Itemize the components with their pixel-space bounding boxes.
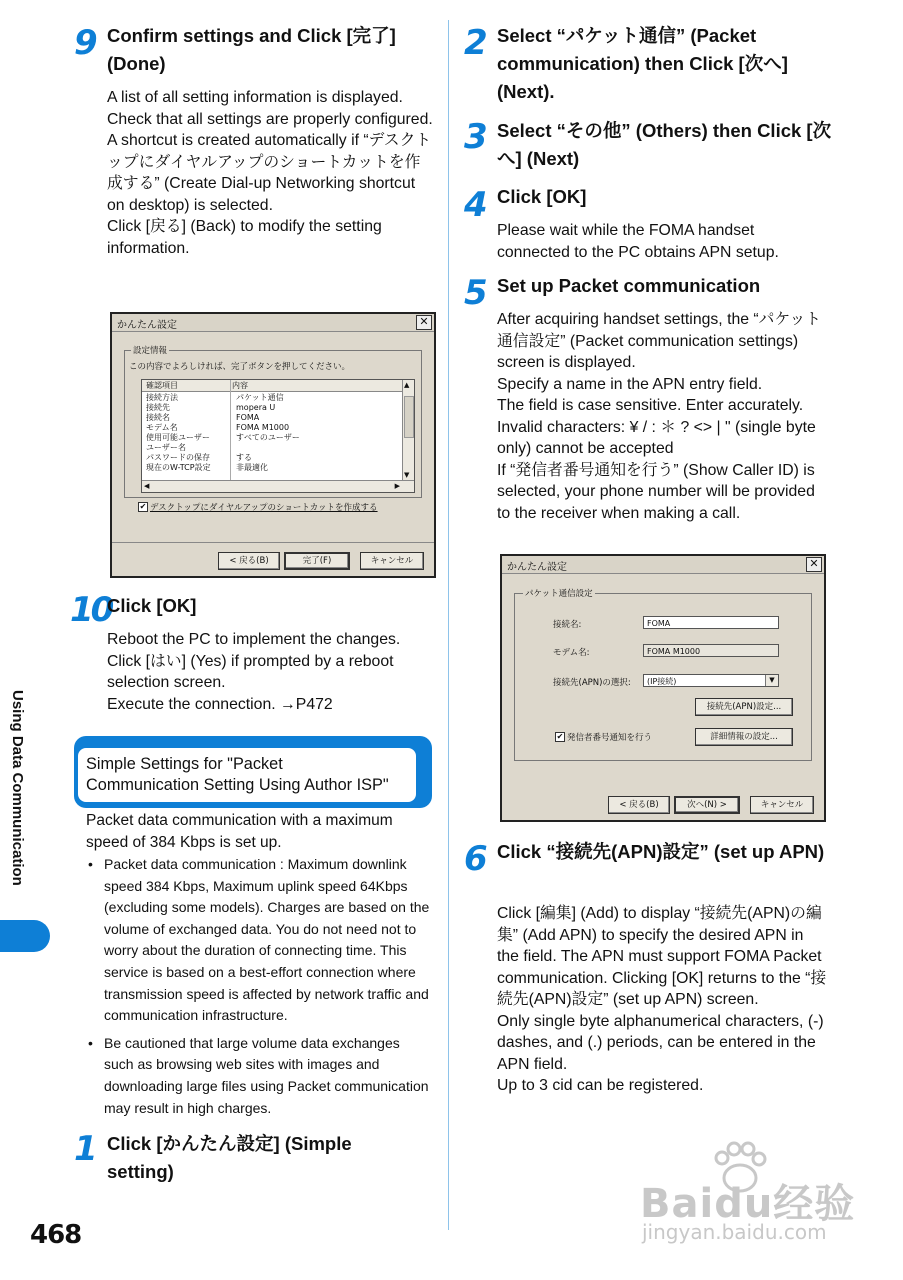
settings-list[interactable] <box>141 379 415 493</box>
step-9-heading: Confirm settings and Click [完了] (Done) <box>107 25 396 74</box>
step-5-body: After acquiring handset settings, the “パケット通信設定” (Packet communication settings) screen is displayed. Specify a name in the APN entry field. The field is case sensitive. Enter accurately. Invalid characters: ¥ / : ＊ ? <> | " (single byte only) cannot be accepted If “発信者番号通知を行う” (Show Caller ID) is selected, your phone number will be provided to the receiver when making a call. <box>497 311 822 522</box>
section-side-label: Using Data Communication <box>9 690 26 886</box>
apn-select-label: 接続先(APN)の選択: <box>553 678 631 688</box>
shortcut-checkbox[interactable]: ✔ <box>139 502 147 511</box>
list-row-content: 非最適化 <box>236 463 268 472</box>
vertical-scrollbar[interactable] <box>402 380 414 480</box>
packet-settings-dialog <box>500 554 826 822</box>
step-3-number: 3 <box>464 117 485 157</box>
step-4-body: Please wait while the FOMA handset connected to the PC obtains APN setup. <box>497 222 779 261</box>
step-4-number: 4 <box>464 185 485 225</box>
col-item-header: 確認項目 <box>146 381 178 390</box>
step-5-heading: Set up Packet communication <box>497 275 761 296</box>
packet-settings-frame <box>514 589 812 761</box>
intro-text: Packet data communication with a maximum speed of 384 Kbps is set up. <box>86 812 393 851</box>
list-row-item: ユーザー名 <box>146 443 186 452</box>
watermark-url: jingyan.baidu.com <box>642 1220 827 1244</box>
settings-info-frame <box>124 346 422 498</box>
section-side-tab <box>0 920 50 952</box>
list-row-content: FOMA M1000 <box>236 423 290 432</box>
scroll-thumb[interactable] <box>404 396 414 438</box>
step-10-number: 10 <box>70 590 112 630</box>
list-row-item: 接続先 <box>146 403 170 412</box>
section-callout <box>74 736 432 808</box>
modem-name-label: モデム名: <box>553 648 590 658</box>
apn-setup-button[interactable]: 接続先(APN)設定... <box>695 698 793 716</box>
watermark <box>640 1140 880 1250</box>
caller-id-checkbox-label[interactable]: 発信者番号通知を行う <box>567 733 653 743</box>
step-6-body: Click [編集] (Add) to display “接続先(APN)の編集” (Add APN) to specify the desired APN in the field. The APN must support FOMA Packet communication. Clicking [OK] returns to the “接続先(APN)設定” (set up APN) screen. Only single byte alphanumerical characters, (-) dashes, and (.) periods, can be entered in the APN field. Up to 3 cid can be registered. <box>497 905 827 1094</box>
back-button[interactable]: < 戻る(B) <box>218 552 280 570</box>
list-row-item: 接続方法 <box>146 393 178 402</box>
list-row-content: パケット通信 <box>236 393 284 402</box>
list-row-item: 接続名 <box>146 413 170 422</box>
done-button[interactable]: 完了(F) <box>284 552 350 570</box>
connection-name-input[interactable]: FOMA <box>643 616 779 629</box>
list-row-content: FOMA <box>236 413 260 422</box>
chevron-down-icon[interactable]: ▼ <box>765 675 778 686</box>
step-9-body: A list of all setting information is displayed. Check that all settings are properly configured. A shortcut is created automatically if “デスクトップにダイヤルアップのショートカットを作成する” (Create Dial-up Networking shortcut on desktop) is selected. Click [戻る] (Back) to modify the setting information. <box>107 89 433 257</box>
dialog-title: かんたん設定 <box>117 320 177 331</box>
step-6-heading: Click “接続先(APN)設定” (set up APN) <box>497 841 825 862</box>
list-row-content: mopera U <box>236 403 276 412</box>
instruction-text: この内容でよろしければ、完了ボタンを押してください。 <box>129 362 351 372</box>
list-row-content: する <box>236 453 252 462</box>
column-divider <box>448 20 449 1230</box>
confirm-settings-dialog <box>110 312 436 578</box>
step-4-heading: Click [OK] <box>497 186 587 207</box>
dialog-titlebar <box>112 314 434 332</box>
scroll-down-icon[interactable]: ▼ <box>404 471 410 479</box>
close-icon[interactable]: ✕ <box>806 557 822 572</box>
step-2-heading: Select “パケット通信” (Packet communication) then Click [次へ] (Next). <box>497 25 788 102</box>
bullet-list <box>86 854 432 1125</box>
step-6-number: 6 <box>464 839 485 879</box>
connection-name-label: 接続名: <box>553 620 582 630</box>
apn-select-dropdown[interactable] <box>643 674 779 687</box>
shortcut-checkbox-label[interactable]: デスクトップにダイヤルアップのショートカットを作成する <box>150 503 378 513</box>
scroll-up-icon[interactable]: ▲ <box>404 381 410 389</box>
step-3-heading: Select “その他” (Others) then Click [次へ] (Next) <box>497 120 832 169</box>
list-header <box>142 380 402 392</box>
dialog-title: かんたん設定 <box>507 562 567 573</box>
watermark-brand: Baidu经验 <box>640 1181 856 1227</box>
scroll-right-icon[interactable]: ▶ <box>394 482 400 490</box>
scroll-left-icon[interactable]: ◀ <box>144 482 150 490</box>
back-button[interactable]: < 戻る(B) <box>608 796 670 814</box>
frame-label: パケット通信設定 <box>525 589 593 599</box>
page-number: 468 <box>30 1220 82 1250</box>
bullet-item: • Be cautioned that large volume data exchanges such as browsing web sites with images and downloading large files using Packet communication may result in high charges. <box>86 1033 432 1119</box>
cancel-button[interactable]: キャンセル <box>360 552 424 570</box>
modem-name-field: FOMA M1000 <box>643 644 779 657</box>
list-row-item: 使用可能ユーザー <box>146 433 210 442</box>
step-10-heading: Click [OK] <box>107 595 197 616</box>
step-10-body: Reboot the PC to implement the changes. Click [はい] (Yes) if prompted by a reboot selection screen. Execute the connection. →P472 <box>107 631 401 713</box>
list-row-item: パスワードの保存 <box>146 453 210 462</box>
list-row-item: 現在のW-TCP設定 <box>146 463 211 472</box>
step-2-number: 2 <box>464 23 485 63</box>
caller-id-checkbox[interactable]: ✔ <box>556 732 564 741</box>
detail-settings-button[interactable]: 詳細情報の設定... <box>695 728 793 746</box>
col-content-header: 内容 <box>232 381 248 390</box>
bullet-item: • Packet data communication : Maximum downlink speed 384 Kbps, Maximum uplink speed 64Kbps (excluding some models). Charges are based on the volume of exchanged data. You do not need not to worry about the duration of connecting time. This service is based on a best-effort connection where transmission speed is affected by network traffic and communication infrastructure. <box>86 854 432 1027</box>
close-icon[interactable]: ✕ <box>416 315 432 330</box>
list-row-item: モデム名 <box>146 423 178 432</box>
dialog-titlebar <box>502 556 824 574</box>
step-1-heading: Click [かんたん設定] (Simple setting) <box>107 1133 352 1182</box>
apn-select-value: (IP接続) <box>647 677 677 686</box>
step-1-number: 1 <box>74 1129 95 1169</box>
next-button[interactable]: 次へ(N) > <box>674 796 740 814</box>
horizontal-scrollbar[interactable] <box>142 480 414 492</box>
cancel-button[interactable]: キャンセル <box>750 796 814 814</box>
step-9-number: 9 <box>74 23 95 63</box>
frame-label: 設定情報 <box>133 346 168 356</box>
list-row-content: すべてのユーザー <box>236 433 300 442</box>
callout-title: Simple Settings for "Packet Communication Setting Using Author ISP" <box>86 755 389 794</box>
step-5-number: 5 <box>464 273 485 313</box>
